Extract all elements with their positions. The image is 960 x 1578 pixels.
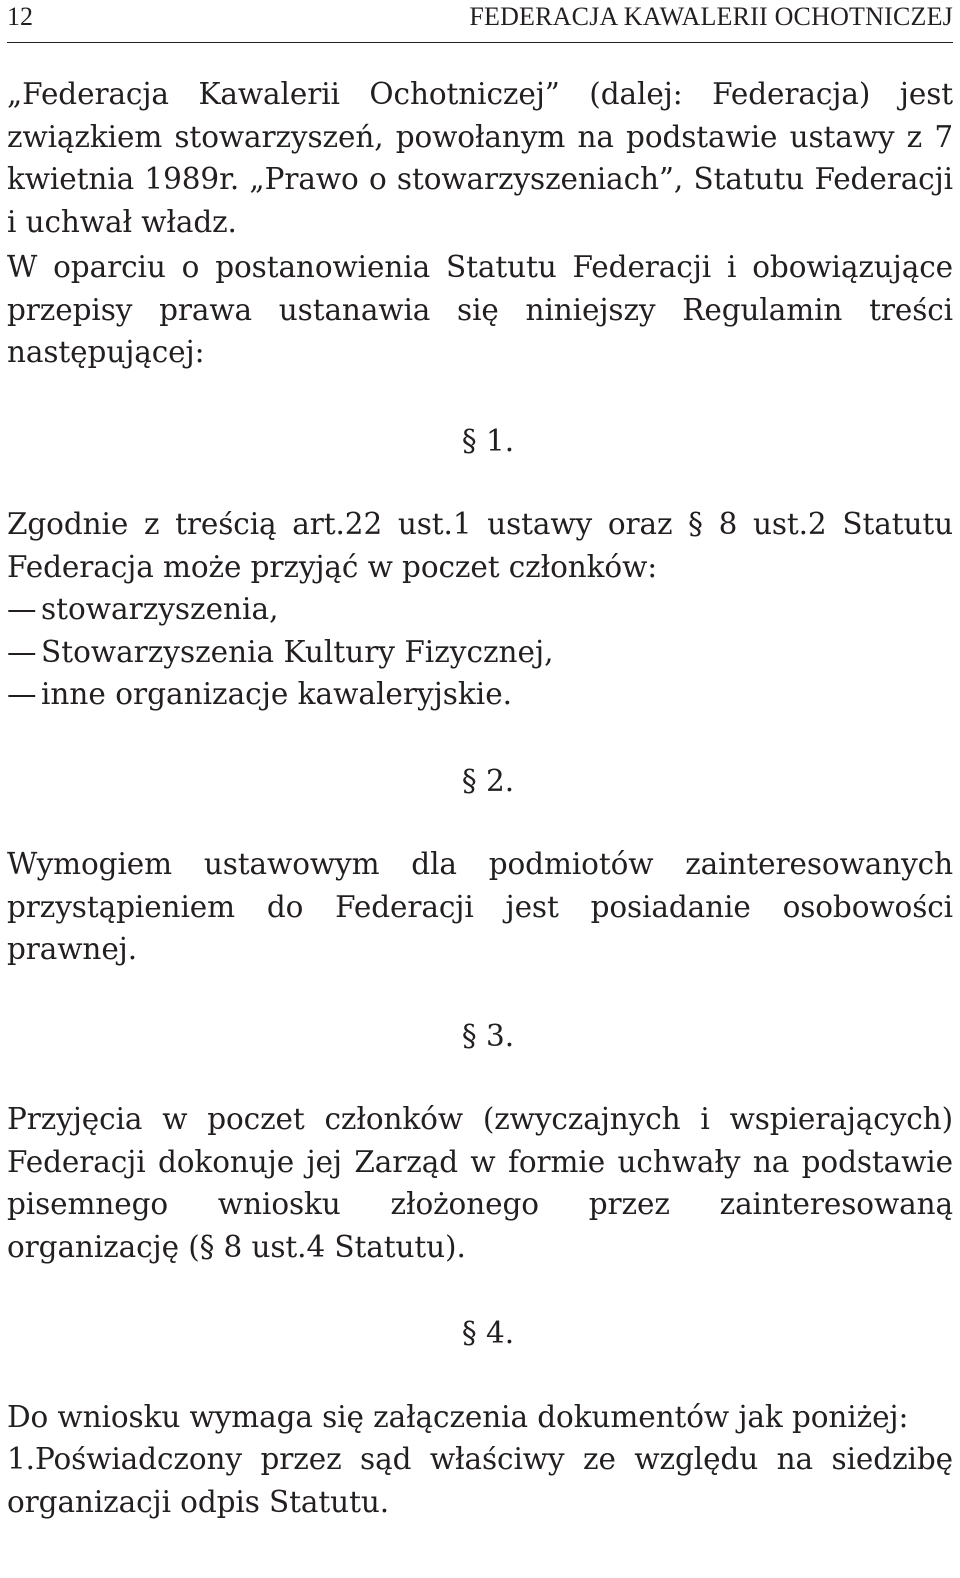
list-item-text: stowarzyszenia, [41, 592, 279, 626]
section-heading-1: § 1. [461, 423, 515, 458]
intro-paragraph-2: W oparciu o postanowienia Statutu Federacji i obowiązujące przepisy prawa ustanawia się niniejszy Regulamin treści następującej: [7, 250, 953, 369]
section-2-text: Wymogiem ustawowym dla podmiotów zainteresowanych przystąpieniem do Federacji jest posiadanie osobowości prawnej. [7, 847, 953, 966]
section-heading-2: § 2. [461, 763, 515, 798]
section-heading-3: § 3. [461, 1018, 515, 1053]
header-rule [7, 42, 953, 43]
section-3-text: Przyjęcia w poczet członków (zwyczajnych i wspierających) Federacji dokonuje jej Zarząd w formie uchwały na podstawie pisemnego wniosku złożonego przez zainteresowaną organizację (§ 8 ust.4 Statutu). [7, 1102, 953, 1264]
intro-paragraph-1: „Federacja Kawalerii Ochotniczej” (dalej: Federacja) jest związkiem stowarzyszeń, powołanym na podstawie ustawy z 7 kwietnia 1989r. „Prawo o stowarzyszeniach”, Statutu Federacji i uchwał władz. [7, 77, 953, 239]
page-header [7, 0, 953, 46]
list-item-text: Stowarzyszenia Kultury Fizycznej, [41, 634, 554, 669]
section-1-text: Zgodnie z treścią art.22 ust.1 ustawy oraz § 8 ust.2 Statutu Federacja może przyjąć w poczet członków: [7, 507, 953, 584]
section-4-text: Do wniosku wymaga się załączenia dokumentów jak poniżej: [7, 1399, 909, 1434]
list-item [7, 673, 953, 716]
running-title: FEDERACJA KAWALERII OCHOTNICZEJ [469, 2, 953, 31]
list-item [7, 588, 953, 631]
page-number: 12 [7, 2, 33, 31]
list-item-text: inne organizacje kawaleryjskie. [41, 677, 513, 711]
dash-marker: — [7, 677, 37, 711]
dash-marker: — [7, 592, 37, 626]
section-4-text-item-1: 1.Poświadczony przez sąd właściwy ze względu na siedzibę organizacji odpis Statutu. [7, 1442, 953, 1519]
section-heading-4: § 4. [461, 1316, 515, 1350]
document-page [7, 0, 953, 1523]
dash-marker: — [7, 634, 37, 669]
list-item [7, 631, 953, 674]
